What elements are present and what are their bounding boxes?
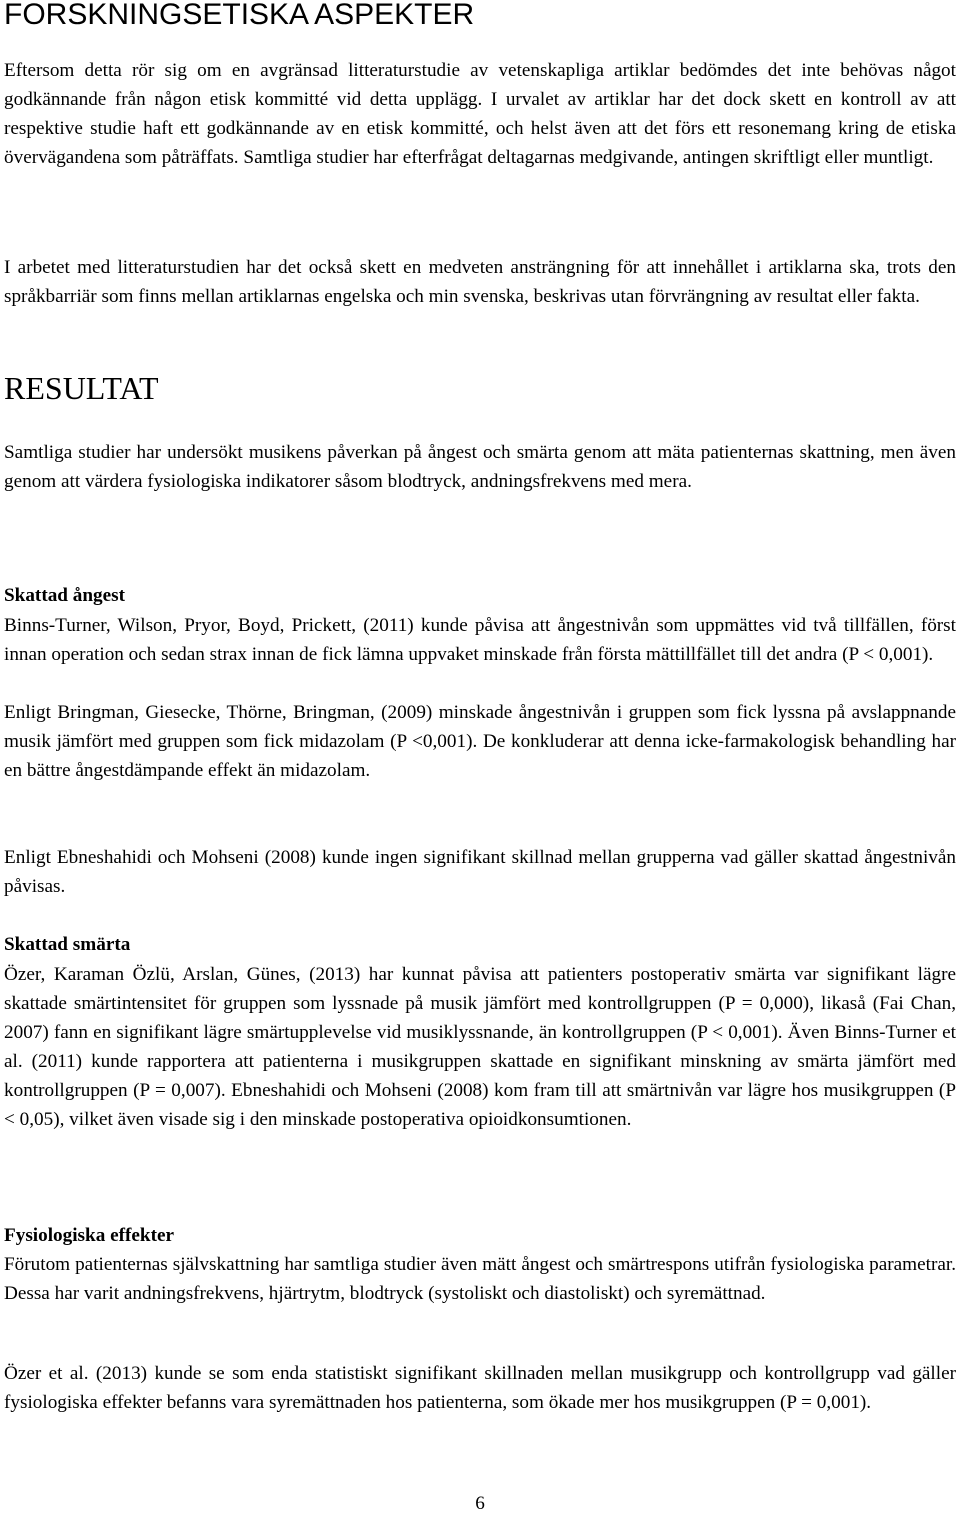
page-number: 6 bbox=[475, 1493, 485, 1514]
results-heading: RESULTAT bbox=[4, 370, 159, 406]
pain-paragraph-1: Özer, Karaman Özlü, Arslan, Günes, (2013) har kunnat påvisa att patienters postoperativ smärta var signifikant lägre skattade smärtintensitet för gruppen som lyssnade på musik jämfört med kontrollgruppen (P = 0,000), likaså (Fai Chan, 2007) fann en signifikant lägre smärtupplevelse vid musiklyssnande, än kontrollgruppen (P < 0,001). Även Binns-Turner et al. (2011) kunde rapportera att patienterna i musikgruppen skattade en signifikant minskning av smärta jämfört med kontrollgruppen (P = 0,007). Ebneshahidi och Mohseni (2008) kom fram till att smärtnivån var lägre hos musikgruppen (P < 0,05), vilket även visade sig i den minskade postoperativa opioidkonsumtionen. bbox=[4, 964, 956, 1130]
subheading-pain: Skattad smärta bbox=[4, 934, 131, 955]
ethics-heading: FORSKNINGSETISKA ASPEKTER bbox=[4, 0, 475, 31]
physiology-paragraph-2: Özer et al. (2013) kunde se som enda statistiskt signifikant skillnaden mellan musikgrupp och kontrollgrupp vad gäller fysiologiska effekter befanns vara syremättnaden hos patienterna, som ökade mer hos musikgruppen (P = 0,001). bbox=[4, 1363, 956, 1413]
subheading-anxiety: Skattad ångest bbox=[4, 585, 126, 606]
results-intro: Samtliga studier har undersökt musikens påverkan på ångest och smärta genom att mäta patienternas skattning, men även genom att värdera fysiologiska indikatorer såsom blodtryck, andningsfrekvens med mera. bbox=[4, 442, 956, 492]
physiology-paragraph-1: Förutom patienternas självskattning har samtliga studier även mätt ångest och smärtrespons utifrån fysiologiska parametrar. Dessa har varit andningsfrekvens, hjärtrytm, blodtryck (systoliskt och diastoliskt) och syremättnad. bbox=[4, 1254, 956, 1304]
anxiety-paragraph-2: Enligt Bringman, Giesecke, Thörne, Bringman, (2009) minskade ångestnivån i gruppen som fick lyssna på avslappnande musik jämfört med gruppen som fick midazolam (P <0,001). De konkluderar att denna icke-farmakologisk behandling har en bättre ångestdämpande effekt än midazolam. bbox=[4, 702, 956, 781]
ethics-paragraph-2: I arbetet med litteraturstudien har det också skett en medveten ansträngning för att innehållet i artiklarna ska, trots den språkbarriär som finns mellan artiklarnas engelska och min svenska, beskrivas utan förvrängning av resultat eller fakta. bbox=[4, 257, 956, 307]
ethics-paragraph-1: Eftersom detta rör sig om en avgränsad litteraturstudie av vetenskapliga artiklar bedömdes det inte behövas något godkännande från någon etisk kommitté vid detta upplägg. I urvalet av artiklar har det dock skett en kontroll av att respektive studie haft ett godkännande av en etisk kommitté, och helst även att det förs ett resonemang kring de etiska övervägandena som påträffats. Samtliga studier har efterfrågat deltagarnas medgivande, antingen skriftligt eller muntligt. bbox=[4, 60, 956, 168]
anxiety-paragraph-3: Enligt Ebneshahidi och Mohseni (2008) kunde ingen signifikant skillnad mellan grupperna vad gäller skattad ångestnivån påvisas. bbox=[4, 847, 956, 897]
anxiety-paragraph-1: Binns-Turner, Wilson, Pryor, Boyd, Prickett, (2011) kunde påvisa att ångestnivån som uppmättes vid två tillfällen, först innan operation och sedan strax innan de fick lämna uppvaket minskade från första mättillfället till det andra (P < 0,001). bbox=[4, 615, 956, 665]
subheading-physiology: Fysiologiska effekter bbox=[4, 1225, 174, 1246]
